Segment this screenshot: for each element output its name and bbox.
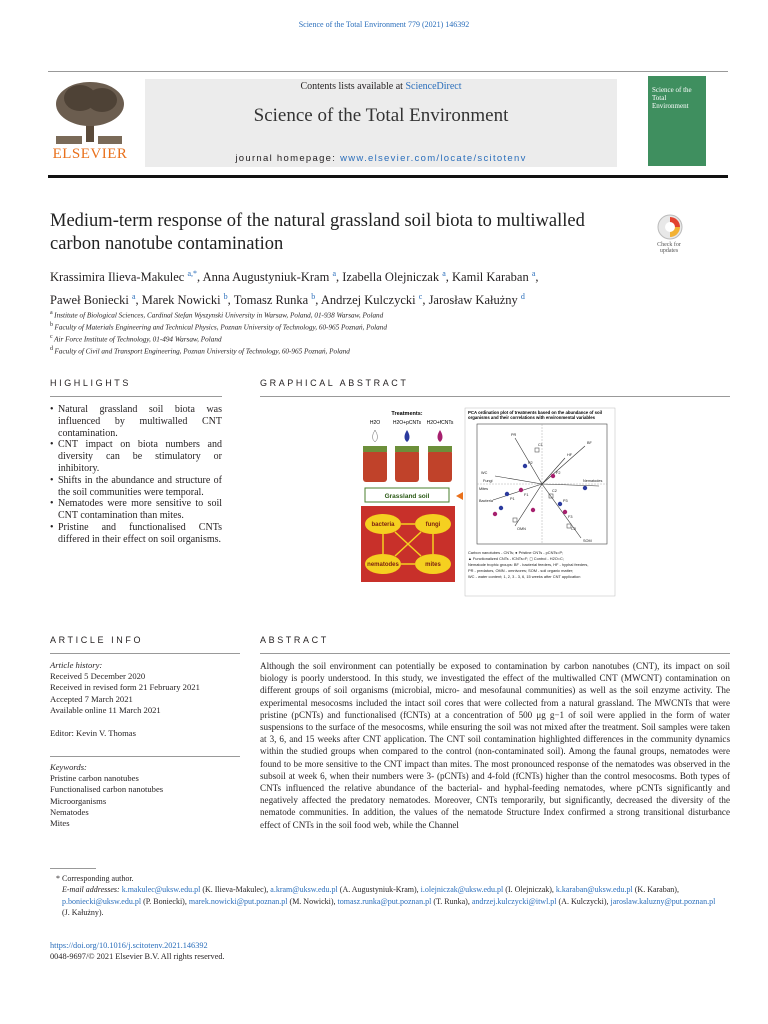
email-link[interactable]: p.boniecki@uksw.edu.pl <box>62 896 142 906</box>
affiliation <box>50 322 710 331</box>
issn-copyright: 0048-9697/© 2021 Elsevier B.V. All rights reserved. <box>50 952 225 961</box>
ga-treatment-3: H2O+fCNTs <box>426 420 454 426</box>
ga-grassland-label: Grassland soil <box>384 493 430 500</box>
author-affiliation-marker[interactable]: a <box>442 269 446 278</box>
ga-legend-line-3: Nematode trophic groups: BF - bacterial feeders, HF - hyphal feeders, <box>468 562 589 567</box>
email-link[interactable]: tomasz.runka@put.poznan.pl <box>337 896 432 906</box>
email-owner: (A. Kulczycki), <box>556 896 611 906</box>
contents-line <box>145 81 617 92</box>
graphical-abstract-rule <box>260 396 730 397</box>
header-top-rule <box>48 71 728 72</box>
ga-connector-arrow <box>456 492 463 500</box>
author-name[interactable]: Anna Augustyniuk-Kram <box>202 270 333 285</box>
graphical-abstract-heading: GRAPHICAL ABSTRACT <box>260 378 409 388</box>
ga-pca-label-wc: WC <box>481 471 488 475</box>
ga-pca-label-c1: C1 <box>538 443 543 447</box>
author-name[interactable]: Jarosław Kałużny <box>428 293 521 308</box>
abstract-rule <box>260 653 730 654</box>
affiliation <box>50 310 710 319</box>
affiliation <box>50 346 710 355</box>
ga-organism-nematodes: nematodes <box>367 562 399 568</box>
highlights-list <box>50 404 222 546</box>
homepage-prefix: journal homepage: <box>235 153 341 164</box>
ga-pca-label-f3: F3 <box>568 515 573 519</box>
ga-pca-label-c2: C2 <box>552 489 557 493</box>
history-revised: Received in revised form 21 February 2021 <box>50 682 200 693</box>
email-owner: (M. Nowicki), <box>287 896 338 906</box>
email-link[interactable]: marek.nowicki@put.poznan.pl <box>188 896 288 906</box>
author-affiliation-marker[interactable]: a,* <box>187 269 198 278</box>
author-affiliation-marker[interactable]: a <box>131 292 136 302</box>
author-affiliation-marker[interactable]: d <box>520 292 525 302</box>
author-name[interactable]: Kamil Karaban <box>452 270 532 285</box>
article-info-heading: ARTICLE INFO <box>50 635 144 645</box>
highlight-item: • CNT impact on biota numbers and diversity can be stimulatory or inhibitory. <box>50 439 222 474</box>
author-separator: , <box>135 293 142 308</box>
footnotes <box>50 873 720 918</box>
ga-pca-label-fungi: Fungi <box>483 479 493 483</box>
ga-organism-bacteria: bacteria <box>371 522 395 528</box>
ga-pca-label-pr: PR <box>511 433 517 437</box>
highlights-rule <box>50 396 222 397</box>
email-label: E-mail addresses: <box>62 885 122 895</box>
ga-legend-line-4: PR - predators, OMN - omnivores; SOM - soil organic matter; <box>468 568 574 573</box>
footnote-rule <box>50 868 96 869</box>
email-owner: (K. Ilieva-Makulec), <box>200 885 271 895</box>
author-name[interactable]: Marek Nowicki <box>141 293 224 308</box>
corresponding-author-note: * Corresponding author. <box>56 874 134 883</box>
email-link[interactable]: k.makulec@uksw.edu.pl <box>121 885 201 895</box>
history-received: Received 5 December 2020 <box>50 671 146 682</box>
ga-drops <box>373 430 443 442</box>
email-owner: (P. Boniecki), <box>141 896 189 906</box>
email-link[interactable]: andrzej.kulczycki@itwl.pl <box>471 896 557 906</box>
author-name[interactable]: Paweł Boniecki <box>50 293 132 308</box>
author-affiliation-marker[interactable]: b <box>223 292 228 302</box>
author-affiliation-marker[interactable]: b <box>311 292 316 302</box>
graphical-abstract-figure[interactable] <box>355 406 617 598</box>
author-separator: , <box>535 270 539 285</box>
ga-organism-mites: mites <box>425 562 441 568</box>
email-owner: (I. Olejniczak), <box>503 885 556 895</box>
ga-organism-fungi: fungi <box>425 522 441 528</box>
highlight-item: • Pristine and functionalised CNTs differed in their effect on soil organisms. <box>50 522 222 546</box>
editor: Editor: Kevin V. Thomas <box>50 728 136 738</box>
author-list <box>50 264 710 310</box>
ga-soil-cores <box>363 446 452 482</box>
author-affiliation-marker[interactable]: a <box>332 269 336 278</box>
highlights-heading: HIGHLIGHTS <box>50 378 132 388</box>
ga-pca-label-p3: P3 <box>563 499 568 503</box>
highlight-item: • Nematodes were more sensitive to soil CNT contamination than mites. <box>50 498 222 522</box>
ga-pca-label-p2: P2 <box>528 461 533 465</box>
author-separator: , <box>315 293 321 308</box>
publisher-wordmark: ELSEVIER <box>52 146 128 162</box>
author-separator: , <box>445 270 453 285</box>
ga-legend-line-2: ▲ Functionalized CNTs - fCNTs=F; ◻ Control - H2O=C; <box>468 556 564 561</box>
ga-pca-label-bacteria: Bacteria <box>479 499 493 503</box>
ga-pca-label-nematodes: Nematodes <box>583 479 603 483</box>
abstract-text: Although the soil environment can potentially be exposed to contamination by carbon nanotubes (CNT), its impact on soil biology is poorly understood. In this study, we investigated the effect of the multiwalled CNT (MWCNT) contamination on different groups of soil organisms (microbial, micro- and mesofaunal communities) as well as the soil enzyme activity. The experimental mesocosms included the intact soil cores that were collected from a natural grassland. The MWCNTs that were pristine (pCNTs) and functionalised (fCNTs) at a concentration of 500 μg g−1 of soil were applied in the form of water suspensions to the surface of the mesocosms, while ensuring the soil was not mixed after the treatment. Soil samples were taken at 3, 6, and 15 weeks after CNT application. The CNT soil contamination highlighted differences in the community dynamics within the studied groups when compared to the control (non-contaminated soil). Among the faunal groups, nematodes were found to be more sensitive to the CNT impact than mites. The most pronounced response of the nematodes was observed in the subsoil at week 6, when their numbers were 3- (pCNTs) and 4-fold (fCNTs) higher than the control mesocosms. Both types of CNTs influenced the relative abundance of the bacterial- and hyphal-feeding nematodes, where pCNTs significantly and negatively affected the predatory nematodes. Moreover, CNTs temporarily, but significantly, decreased the diversity of the nematode communities. In addition, the values of the nematode Structure Index confirmed a strong transitional disturbance effect of CNTs in the soil food web, while the Channel <box>260 661 730 830</box>
check-updates-line1: Check for <box>657 242 681 248</box>
ga-treatment-2: H2O+pCNTs <box>392 420 422 426</box>
article-title: Medium-term response of the natural grassland soil biota to multiwalled carbon nanotube contamination <box>50 211 585 254</box>
affiliation <box>50 334 710 343</box>
ga-pca-title-1: PCA ordination plot of treatments based on the abundance of soil <box>468 410 603 415</box>
affiliation-text: Faculty of Civil and Transport Engineering, Poznan University of Technology, 60-965 Poznań, Poland <box>54 347 350 356</box>
header-thick-rule <box>48 175 728 178</box>
affiliation-marker: d <box>50 346 55 352</box>
author-name[interactable]: Andrzej Kulczycki <box>320 293 419 308</box>
author-name[interactable]: Krassimira Ilieva-Makulec <box>50 270 188 285</box>
check-for-updates-icon[interactable] <box>657 214 683 240</box>
elsevier-tree-logo <box>50 78 130 146</box>
affiliation-text: Faculty of Materials Engineering and Technical Physics, Poznan University of Technology, 60-965 Poznań, Poland <box>54 323 387 332</box>
bottom-metadata <box>50 940 450 962</box>
check-updates-line2: updates <box>659 248 679 254</box>
ga-pca-label-c3: C3 <box>571 527 576 531</box>
email-addresses <box>50 884 720 918</box>
ga-pca-label-bf: BF <box>587 441 592 445</box>
author-name[interactable]: Tomasz Runka <box>233 293 312 308</box>
doi-link[interactable]: https://doi.org/10.1016/j.scitotenv.2021.146392 <box>50 941 208 950</box>
email-link[interactable]: k.karaban@uksw.edu.pl <box>555 885 633 895</box>
ga-pca-label-hf: HF <box>567 453 573 457</box>
affiliation-marker: b <box>50 322 55 328</box>
keyword: Microorganisms <box>50 795 107 806</box>
homepage-link[interactable]: www.elsevier.com/locate/scitotenv <box>340 153 527 164</box>
contents-prefix: Contents lists available at <box>300 81 406 92</box>
keywords-label: Keywords: <box>50 762 87 772</box>
article-history <box>50 660 240 716</box>
author-name[interactable]: Izabella Olejniczak <box>342 270 443 285</box>
ga-pca-label-mites: Mites <box>479 487 489 491</box>
sciencedirect-link[interactable]: ScienceDirect <box>405 81 462 92</box>
email-owner: (A. Augustyniuk-Kram), <box>337 885 421 895</box>
affiliation-text: Institute of Biological Sciences, Cardinal Stefan Wyszynski University in Warsaw, Poland, 01-938 Warsaw, Poland <box>54 311 384 320</box>
ga-legend-line-1: Carbon nanotubes - CNTs; ● Pristine CNTs - pCNTs=P; <box>468 550 564 555</box>
ga-pca-label-p1: P1 <box>510 497 515 501</box>
affiliation-marker: a <box>50 310 55 316</box>
keyword: Pristine carbon nanotubes <box>50 773 139 784</box>
email-owner: (K. Karaban), <box>632 885 679 895</box>
history-accepted: Accepted 7 March 2021 <box>50 693 133 704</box>
keyword: Nematodes <box>50 806 89 817</box>
keyword: Mites <box>50 818 70 829</box>
email-link[interactable]: a.kram@uksw.edu.pl <box>270 885 338 895</box>
ga-pca-label-som: SOM <box>583 539 592 543</box>
history-online: Available online 11 March 2021 <box>50 704 161 715</box>
article-info-rule <box>50 653 240 654</box>
ga-pca-label-f1: F1 <box>524 493 529 497</box>
ga-treatment-1: H2O <box>369 420 381 426</box>
ga-treatments-label: Treatments: <box>391 411 423 417</box>
author-separator: , <box>197 270 203 285</box>
email-link[interactable]: i.olejniczak@uksw.edu.pl <box>420 885 504 895</box>
cover-title: Science of the Total Environment <box>652 86 692 110</box>
abstract-heading: ABSTRACT <box>260 635 329 645</box>
ga-pca-label-f2: F2 <box>556 471 561 475</box>
author-separator: , <box>422 293 429 308</box>
email-link[interactable]: jaroslaw.kaluzny@put.poznan.pl <box>610 896 716 906</box>
email-owner: (J. Kałużny). <box>62 907 104 917</box>
highlight-item: • Natural grassland soil biota was influenced by multiwalled CNT contamination. <box>50 404 222 439</box>
author-affiliation-marker[interactable]: a <box>531 269 536 278</box>
ga-pca-title-2: organisms and their correlations with environmental variables <box>468 415 596 420</box>
affiliation-text: Air Force Institute of Technology, 01-494 Warsaw, Poland <box>54 335 222 344</box>
history-label: Article history: <box>50 660 103 670</box>
author-separator: , <box>336 270 343 285</box>
author-affiliation-marker[interactable]: c <box>418 292 423 302</box>
keywords-block <box>50 762 240 829</box>
highlight-item: • Shifts in the abundance and structure of the soil communities were temporal. <box>50 475 222 499</box>
ga-pca-label-omn: OMN <box>517 527 526 531</box>
journal-title: Science of the Total Environment <box>253 105 509 126</box>
ga-legend-line-5: WC - water content; 1, 2, 3 - 3, 6, 15 weeks after CNT application <box>468 574 581 579</box>
check-updates-label <box>646 242 692 254</box>
author-separator: , <box>227 293 234 308</box>
affiliation-marker: c <box>50 334 55 340</box>
journal-citation[interactable]: Science of the Total Environment 779 (2021) 146392 <box>298 20 470 29</box>
journal-homepage <box>145 153 617 164</box>
email-owner: (T. Runka), <box>431 896 472 906</box>
keywords-rule <box>50 756 240 757</box>
keyword: Functionalised carbon nanotubes <box>50 784 164 795</box>
